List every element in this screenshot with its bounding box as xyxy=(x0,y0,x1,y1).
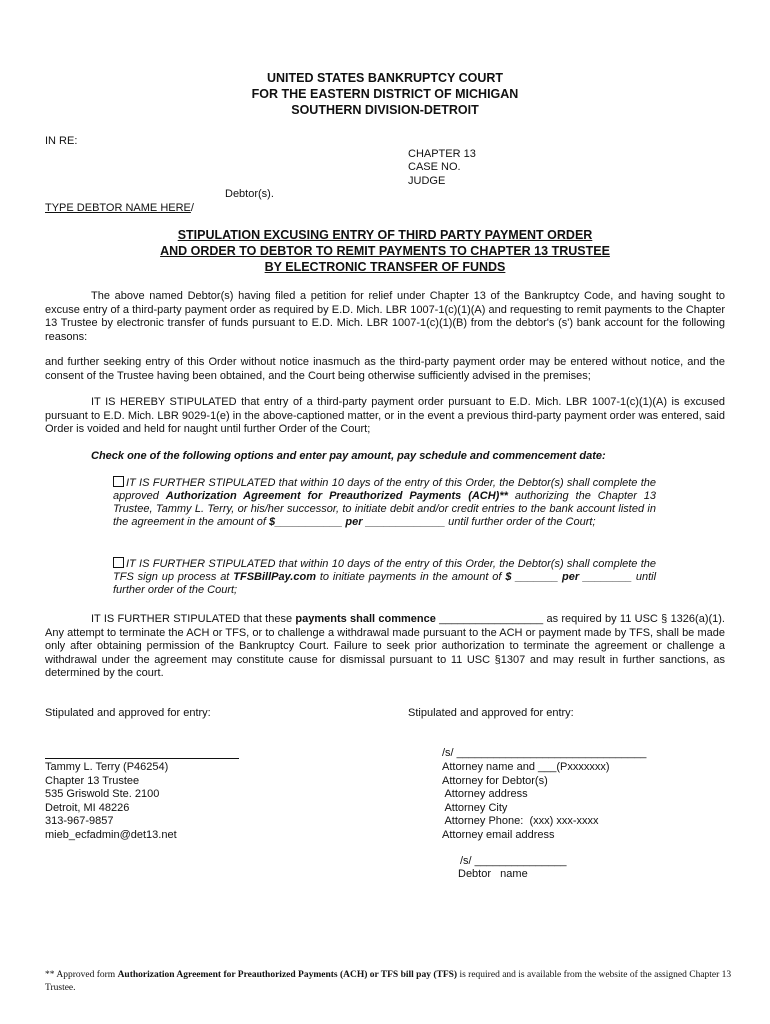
check-instructions: Check one of the following options and enter pay amount, pay schedule and commencement date: xyxy=(91,450,606,462)
attorney-name: Attorney name and ___(Pxxxxxxx) xyxy=(442,761,610,773)
opt2-text-e: ________ until further order of the Court; xyxy=(113,571,657,596)
attorney-email: Attorney email address xyxy=(442,829,555,841)
right-stipulated-heading: Stipulated and approved for entry: xyxy=(408,707,574,719)
opt1-text-c: authorizing the Chapter 13 Trustee, Tammy L. Terry, or his/her successor, to initiate debit and/or credit entries to the bank account listed in the agreement in the amount of xyxy=(113,490,656,528)
trustee-title: Chapter 13 Trustee xyxy=(45,775,140,787)
opt2-text-a: IT IS FURTHER STIPULATED that within 10 days of the entry of this Order, the Debtor(s) shall complete the TFS sign up process at xyxy=(113,558,656,583)
chapter-label: CHAPTER 13 xyxy=(408,148,476,160)
paragraph-notice: and further seeking entry of this Order without notice inasmuch as the third-party payment order may be entered without notice, and the consent of the Trustee having been obtained, and the Court being otherwise sufficiently advised in the premises; xyxy=(45,356,725,382)
court-division: SOUTHERN DIVISION-DETROIT xyxy=(291,103,479,117)
opt2-text-c: to initiate payments in the amount of xyxy=(315,571,506,583)
footnote xyxy=(45,969,735,995)
attorney-city: Attorney City xyxy=(442,802,508,814)
ach-checkbox[interactable] xyxy=(113,476,124,487)
title-line-2: AND ORDER TO DEBTOR TO REMIT PAYMENTS TO CHAPTER 13 TRUSTEE xyxy=(160,244,610,258)
paragraph-commencement xyxy=(45,613,725,681)
debtor-signature-field[interactable]: /s/ _______________ xyxy=(460,855,567,867)
footnote-forms: Authorization Agreement for Preauthorized Payments (ACH) or TFS bill pay (TFS) xyxy=(117,970,458,980)
footnote-text-a: ** Approved form xyxy=(45,970,118,980)
judge-label: JUDGE xyxy=(408,175,446,187)
debtor-name-line xyxy=(45,202,194,216)
attorney-phone: Attorney Phone: (xxx) xxx-xxxx xyxy=(442,815,599,827)
trustee-name: Tammy L. Terry (P46254) xyxy=(45,761,169,773)
paragraph-hereby-stipulated: IT IS HEREBY STIPULATED that entry of a third-party payment order pursuant to E.D. Mich. LBR 1007-1(c)(1)(A) is excused pursuant to E.D. Mich. LBR 9029-1(e) in the above-captioned matter, or in the event a previous third-party payment order was entered, said Order is voided and held for naught until further Order of the Court; xyxy=(45,396,725,435)
caption-slash: / xyxy=(190,202,194,214)
option-ach xyxy=(113,476,656,529)
footnote-text-c: is required and is available from the website of the assigned Chapter 13 Trustee. xyxy=(45,970,732,993)
attorney-for-debtor: Attorney for Debtor(s) xyxy=(442,775,548,787)
trustee-signature-line[interactable] xyxy=(45,758,239,759)
title-line-1: STIPULATION EXCUSING ENTRY OF THIRD PARTY PAYMENT ORDER xyxy=(177,228,593,242)
debtor-name-label: Debtor name xyxy=(458,868,528,880)
debtor-name-field[interactable]: TYPE DEBTOR NAME HERE xyxy=(45,202,191,214)
p4-text-a: IT IS FURTHER STIPULATED that these xyxy=(91,613,296,625)
court-header xyxy=(0,70,770,118)
tfs-checkbox[interactable] xyxy=(113,557,124,568)
option-tfs xyxy=(113,557,656,597)
trustee-city: Detroit, MI 48226 xyxy=(45,802,130,814)
p4-text-c: _________________ as required by 11 USC § 1326(a)(1). Any attempt to terminate the ACH or TFS, or to challenge a withdrawal made pursuant to the ACH or payment made by TFS, shall be made only after obtaining permission of the Bankruptcy Court. Failure to seek prior authorization to terminate the agreement or challenge a withdrawal under the agreement may constitute cause for dismissal pursuant to 11 USC §1307 and may result in further sanctions, as determined by the court. xyxy=(45,613,725,679)
case-no-label: CASE NO. xyxy=(408,161,461,173)
trustee-phone: 313-967-9857 xyxy=(45,815,114,827)
document-title xyxy=(0,227,770,275)
payments-commence-label: payments shall commence xyxy=(295,613,436,625)
court-district: FOR THE EASTERN DISTRICT OF MICHIGAN xyxy=(251,87,519,101)
opt1-text-a: IT IS FURTHER STIPULATED that within 10 days of the entry of this Order, the Debtor(s) shall complete the approved xyxy=(113,477,656,502)
title-line-3: BY ELECTRONIC TRANSFER OF FUNDS xyxy=(264,260,506,274)
trustee-address: 535 Griswold Ste. 2100 xyxy=(45,788,160,800)
ach-form-name: Authorization Agreement for Preauthorized Payments (ACH)** xyxy=(165,490,508,502)
ach-amount-field[interactable]: $___________ per _____________ xyxy=(268,516,446,528)
attorney-address: Attorney address xyxy=(442,788,528,800)
tfs-website: TFSBillPay.com xyxy=(233,571,316,583)
court-name: UNITED STATES BANKRUPTCY COURT xyxy=(266,71,504,85)
trustee-email: mieb_ecfadmin@det13.net xyxy=(45,829,177,841)
tfs-amount-field[interactable]: $ _______ per xyxy=(505,571,580,583)
in-re-label: IN RE: xyxy=(45,135,78,147)
debtors-label: Debtor(s). xyxy=(225,188,274,200)
paragraph-petition: The above named Debtor(s) having filed a petition for relief under Chapter 13 of the Bankruptcy Code, and having sought to excuse entry of a third-party payment order as required by E.D. Mich. LBR 1007-1(c)(1)(A) and requesting to remit payments to the Chapter 13 Trustee by electronic transfer of funds pursuant to E.D. Mich. LBR 1007-1(c)(1)(B) from the debtor's (s') bank account for the following reasons: xyxy=(45,290,725,343)
left-stipulated-heading: Stipulated and approved for entry: xyxy=(45,707,211,719)
opt1-text-e: until further order of the Court; xyxy=(445,516,596,528)
attorney-signature-field[interactable]: /s/ _______________________________ xyxy=(442,747,647,759)
